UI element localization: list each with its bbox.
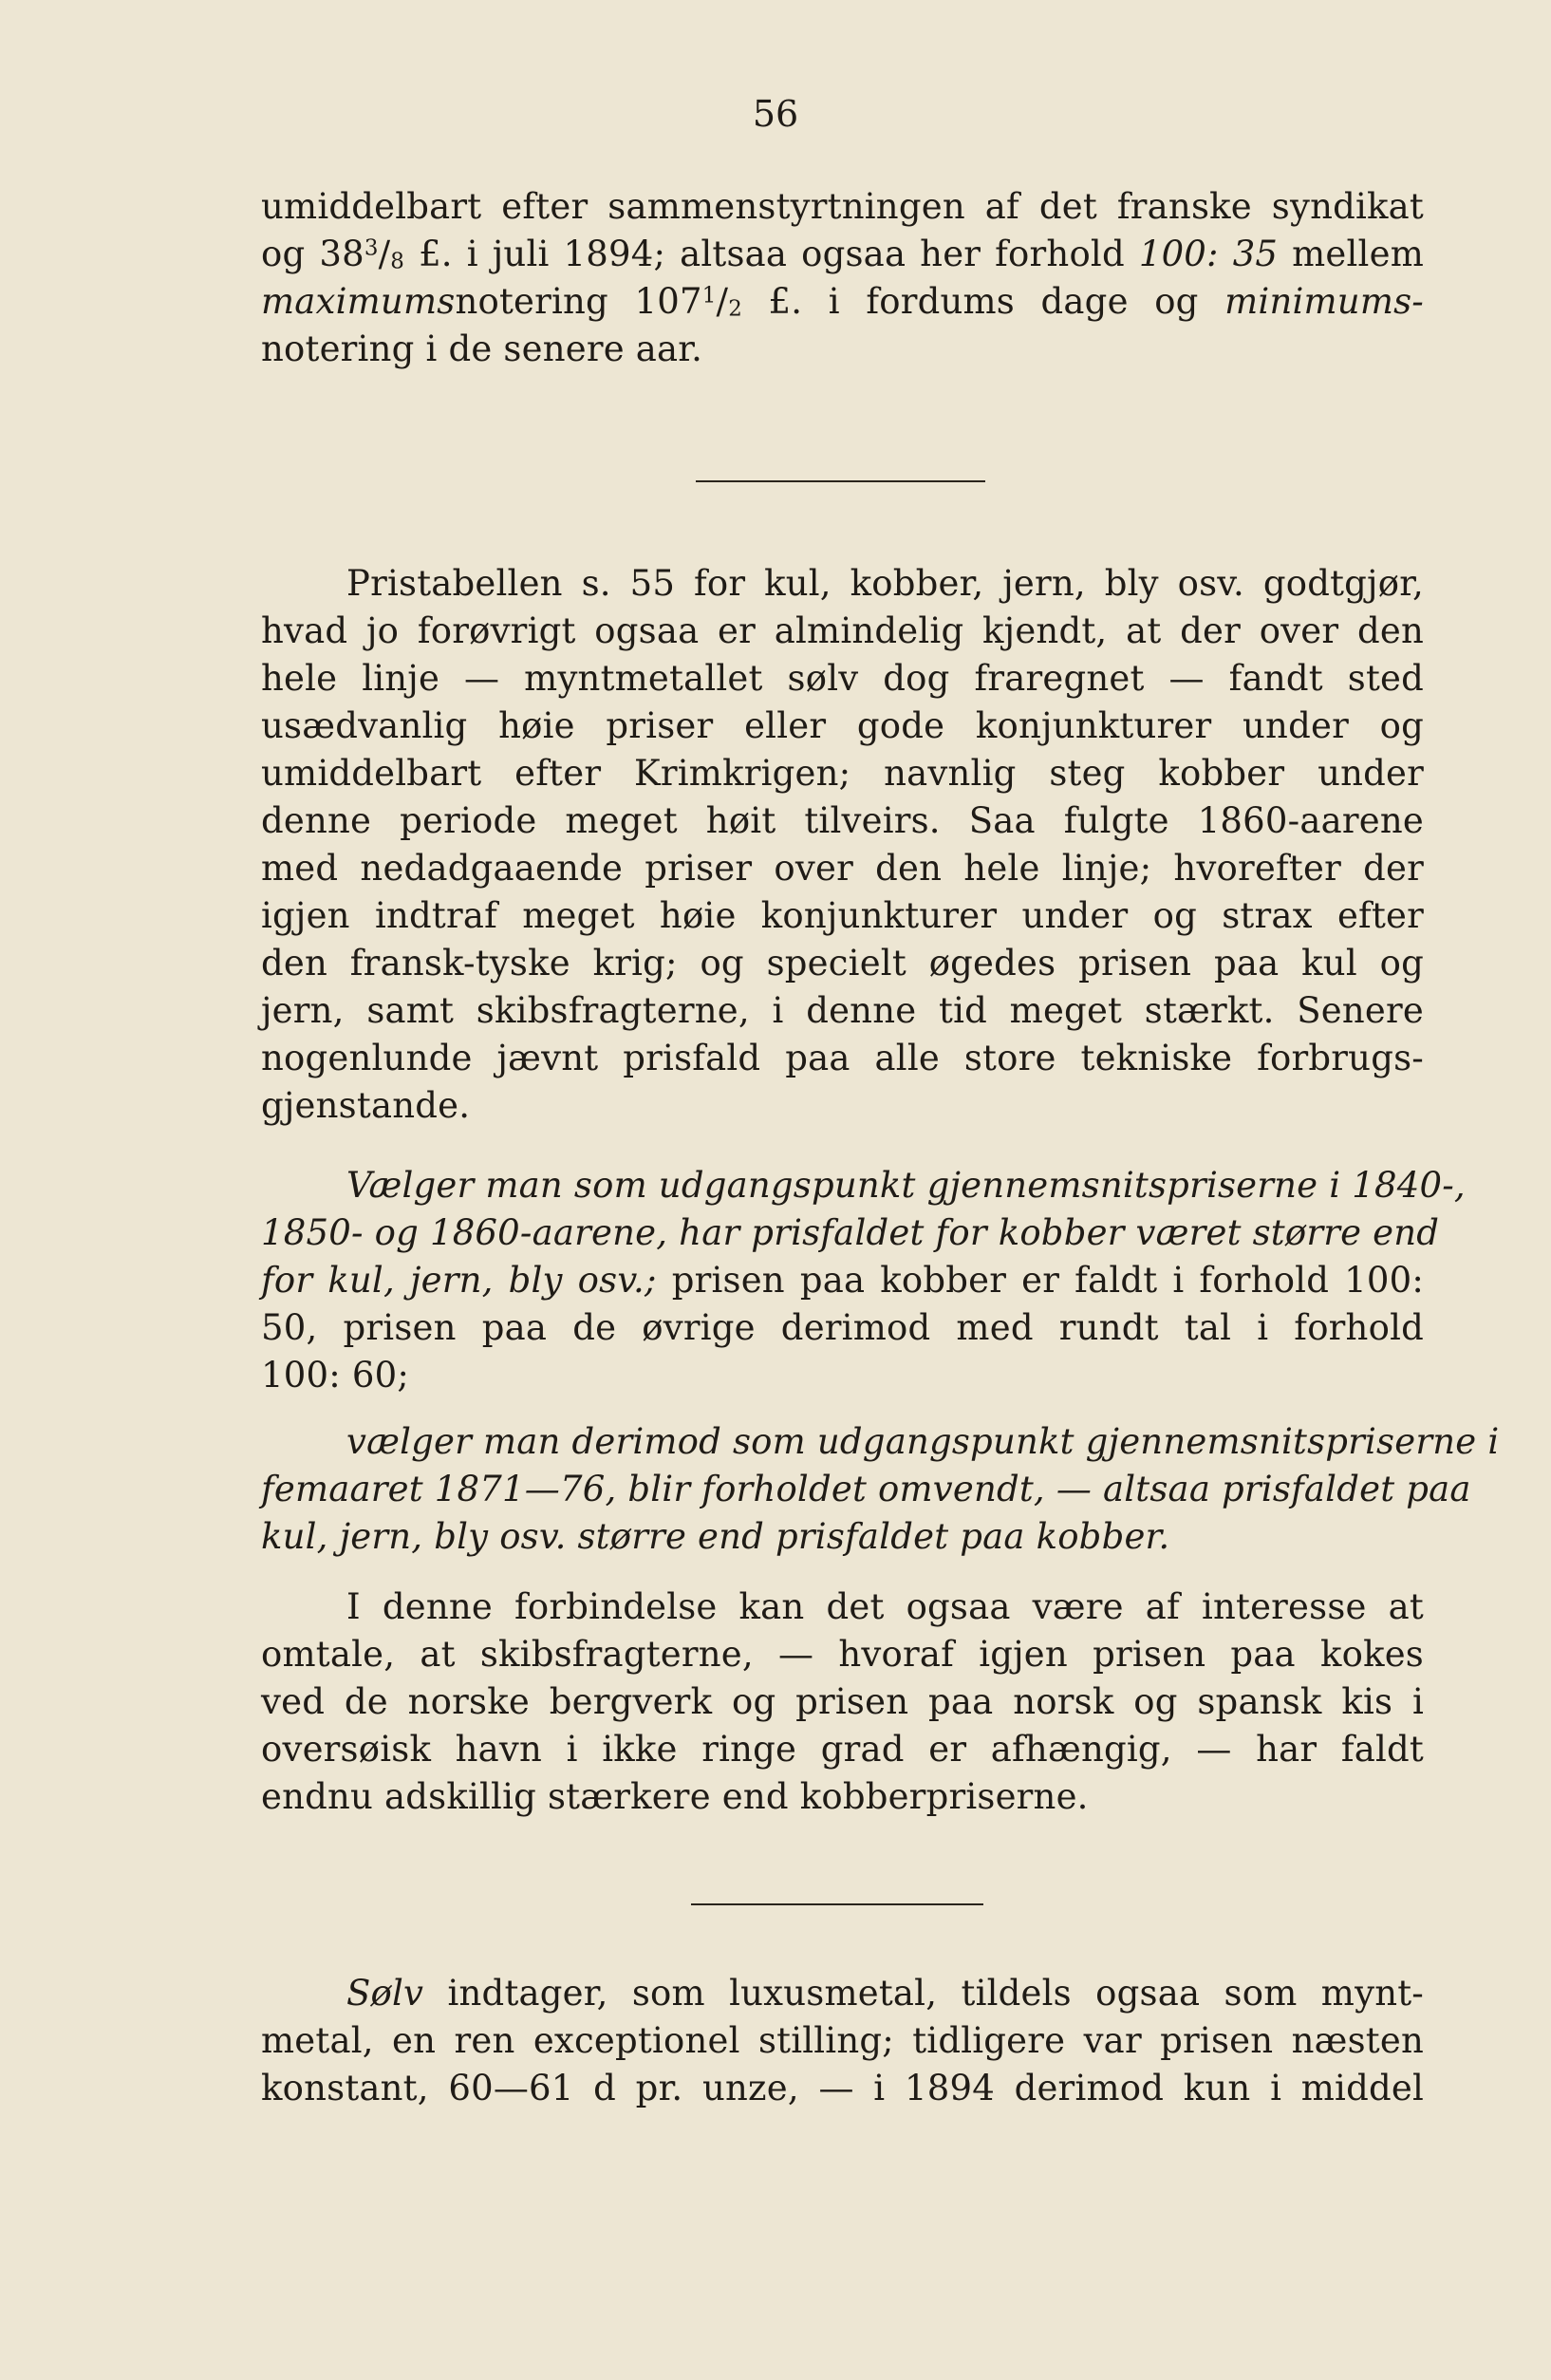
text-line: umiddelbart efter Krimkrigen; navnlig steg kobber under — [261, 753, 1424, 794]
text-line: femaaret 1871—76, blir forholdet omvendt, — altsaa prisfaldet paa — [261, 1469, 1471, 1509]
text-line: oversøisk havn i ikke ringe grad er afhængig, — har faldt — [261, 1729, 1424, 1770]
paragraph-5 — [261, 1584, 1424, 1821]
text-line: for kul, jern, bly osv.; prisen paa kobber er faldt i forhold 100: — [261, 1260, 1424, 1301]
paragraph-4 — [261, 1418, 1500, 1561]
text-line: Vælger man som udgangspunkt gjennemsnitspriserne i 1840-, — [346, 1165, 1466, 1206]
paragraph-6 — [261, 1970, 1424, 2112]
text-line: usædvanlig høie priser eller gode konjunkturer under og — [261, 705, 1424, 746]
text-line: maximumsnotering $107^1/_2$ £. i fordums dage og minimums- — [261, 281, 1424, 322]
section-divider — [691, 1903, 983, 1905]
text-line: 100: 60; — [261, 1355, 409, 1396]
page-number: 56 — [752, 93, 799, 135]
text-line: Pristabellen s. 55 for kul, kobber, jern, bly osv. godtgjør, — [346, 563, 1424, 604]
text-line: kul, jern, bly osv. større end prisfaldet paa kobber. — [261, 1516, 1170, 1557]
text-line: og $38^3/_8$ £. i juli 1894; altsaa ogsaa her forhold 100: 35 mellem — [261, 234, 1424, 274]
text-line: konstant, 60—61 d pr. unze, — i 1894 derimod kun i middel — [261, 2068, 1424, 2108]
text-line: med nedadgaaende priser over den hele linje; hvorefter der — [261, 848, 1424, 889]
text-line: metal, en ren exceptionel stilling; tidligere var prisen næsten — [261, 2020, 1424, 2061]
text-line: jern, samt skibsfragterne, i denne tid meget stærkt. Senere — [261, 990, 1424, 1031]
text-line: denne periode meget høit tilveirs. Saa fulgte 1860-aarene — [261, 800, 1424, 841]
text-line: hele linje — myntmetallet sølv dog fraregnet — fandt sted — [261, 658, 1424, 699]
paragraph-3 — [261, 1162, 1466, 1399]
text-line: igjen indtraf meget høie konjunkturer under og strax efter — [261, 895, 1424, 936]
text-line: 1850- og 1860-aarene, har prisfaldet for kobber været større end — [261, 1212, 1440, 1253]
text-line: umiddelbart efter sammenstyrtningen af det franske syndikat — [261, 186, 1424, 227]
text-line: den fransk-tyske krig; og specielt øgedes prisen paa kul og — [261, 943, 1424, 984]
text-line: ved de norske bergverk og prisen paa norsk og spansk kis i — [261, 1681, 1424, 1722]
text-line: Sølv indtager, som luxusmetal, tildels ogsaa som mynt- — [346, 1973, 1424, 2014]
text-line: nogenlunde jævnt prisfald paa alle store tekniske forbrugs- — [261, 1038, 1424, 1078]
text-line: endnu adskillig stærkere end kobberpriserne. — [261, 1776, 1089, 1817]
text-line: hvad jo forøvrigt ogsaa er almindelig kjendt, at der over den — [261, 610, 1424, 651]
text-line: omtale, at skibsfragterne, — hvoraf igjen prisen paa kokes — [261, 1634, 1424, 1675]
section-divider — [696, 480, 985, 482]
text-line: gjenstande. — [261, 1085, 471, 1126]
paragraph-1 — [261, 183, 1424, 373]
text-line: I denne forbindelse kan det ogsaa være af interesse at — [346, 1586, 1424, 1627]
text-line: vælger man derimod som udgangspunkt gjennemsnitspriserne i — [346, 1421, 1500, 1462]
text-line: 50, prisen paa de øvrige derimod med rundt tal i forhold — [261, 1307, 1424, 1348]
paragraph-2 — [261, 560, 1424, 1130]
text-line: notering i de senere aar. — [261, 328, 703, 369]
